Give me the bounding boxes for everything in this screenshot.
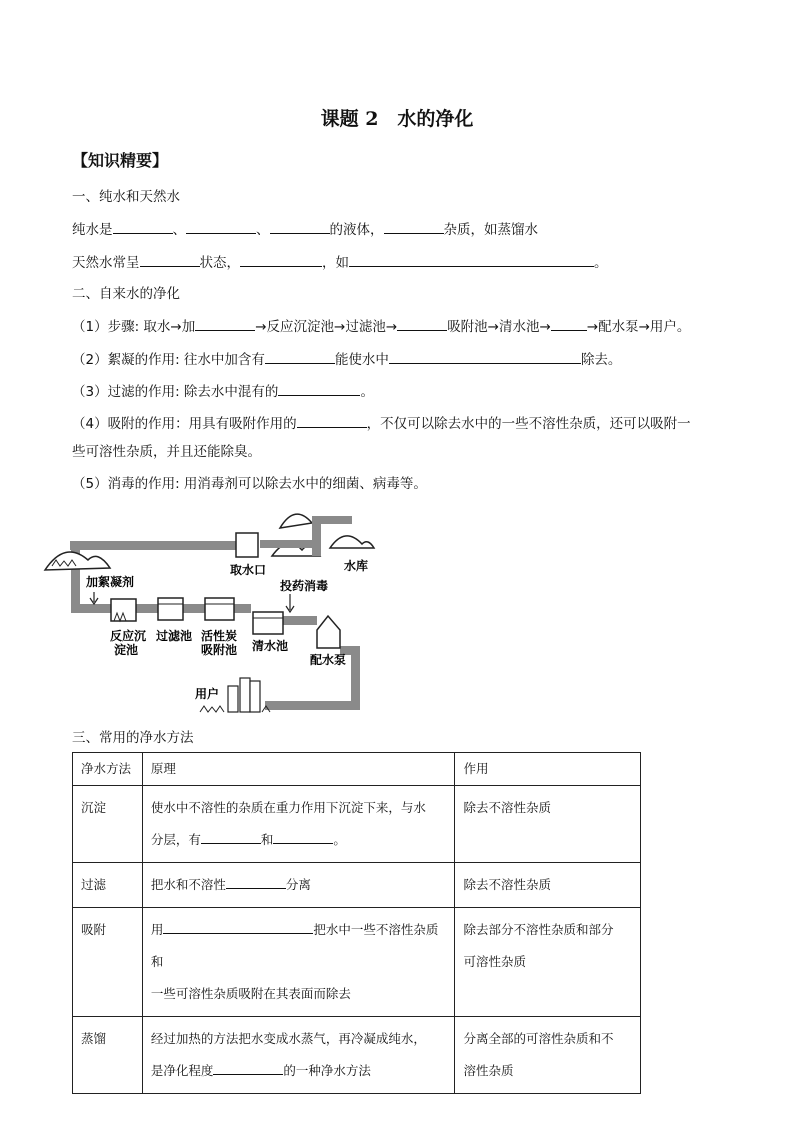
table-header-row bbox=[73, 753, 641, 786]
blank bbox=[397, 316, 447, 331]
pipe-segment bbox=[70, 541, 238, 550]
blank bbox=[349, 252, 594, 267]
principle-cell: 经过加热的方法把水变成水蒸气，再冷凝成纯水， 是净化程度 的一种净水方法 bbox=[142, 1017, 455, 1094]
label-reservoir: 水库 bbox=[344, 559, 369, 573]
blank bbox=[297, 413, 367, 428]
blank bbox=[201, 829, 261, 844]
part2-heading: 二、自来水的净化 bbox=[72, 286, 180, 302]
blank bbox=[384, 219, 444, 234]
principle-cell: 用 把水中一些不溶性杂质和 一些可溶性杂质吸附在其表面而除去 bbox=[142, 908, 455, 1017]
method-cell: 过滤 bbox=[73, 863, 143, 908]
label-intake: 取水口 bbox=[230, 563, 267, 577]
pipe-segment bbox=[136, 604, 158, 613]
clear-tank bbox=[253, 612, 283, 634]
principle-cell: 使水中不溶性的杂质在重力作用下沉淀下来，与水 分层，有 和 。 bbox=[142, 786, 455, 863]
pipe-segment bbox=[234, 604, 251, 613]
section-header: 【知识精要】 bbox=[72, 151, 169, 170]
label-pump: 配水泵 bbox=[310, 653, 347, 667]
part1-heading: 一、纯水和天然水 bbox=[72, 189, 180, 205]
header-cell: 作用 bbox=[455, 753, 641, 786]
table-row bbox=[73, 863, 641, 908]
label-carbon: 活性炭 bbox=[201, 629, 238, 643]
pump-house bbox=[317, 616, 340, 648]
effect-cell: 分离全部的可溶性杂质和不 溶性杂质 bbox=[455, 1017, 641, 1094]
pipe-segment bbox=[351, 646, 360, 710]
pipe-segment bbox=[260, 540, 312, 548]
page-title: 课题 2 水的净化 bbox=[320, 108, 474, 130]
blank bbox=[551, 316, 587, 331]
effect-cell: 除去不溶性杂质 bbox=[455, 786, 641, 863]
table-row bbox=[73, 1017, 641, 1094]
pure-water-line: 纯水是 、 、 的液体， 杂质，如蒸馏水 bbox=[72, 219, 538, 240]
blank bbox=[163, 919, 313, 934]
effect-cell: 除去部分不溶性杂质和部分 可溶性杂质 bbox=[455, 908, 641, 1017]
building-icon bbox=[228, 686, 238, 712]
building-icon bbox=[240, 678, 250, 712]
step3-line: （3）过滤的作用: 除去水中混有的 。 bbox=[72, 381, 374, 402]
blank bbox=[195, 316, 255, 331]
arrow-icon bbox=[286, 594, 294, 612]
blank bbox=[140, 252, 200, 267]
pipe-segment bbox=[71, 604, 111, 613]
blank bbox=[265, 349, 335, 364]
principle-cell: 把水和不溶性 分离 bbox=[142, 863, 455, 908]
hill-icon bbox=[280, 514, 312, 528]
label-users: 用户 bbox=[195, 687, 220, 701]
water-treatment-diagram bbox=[40, 498, 380, 723]
method-cell: 吸附 bbox=[73, 908, 143, 1017]
part3-heading: 三、常用的净水方法 bbox=[72, 730, 194, 746]
blank bbox=[226, 874, 286, 889]
pipe-segment bbox=[183, 604, 205, 613]
step4-cont-line: 些可溶性杂质，并且还能除臭。 bbox=[72, 444, 261, 460]
intake-box bbox=[236, 533, 258, 557]
header-cell: 原理 bbox=[142, 753, 455, 786]
label-carbon-2: 吸附池 bbox=[201, 643, 238, 657]
label-settle-2: 淀池 bbox=[114, 643, 139, 657]
arrow-icon bbox=[90, 592, 98, 604]
carbon-tank bbox=[205, 598, 234, 620]
method-cell: 沉淀 bbox=[73, 786, 143, 863]
label-disinfect: 投药消毒 bbox=[280, 579, 329, 593]
methods-table bbox=[72, 752, 641, 1094]
filter-tank bbox=[158, 598, 183, 620]
pipe-segment bbox=[283, 616, 317, 625]
blank bbox=[240, 252, 322, 267]
label-clear: 清水池 bbox=[252, 639, 289, 653]
method-cell: 蒸馏 bbox=[73, 1017, 143, 1094]
step4-line: （4）吸附的作用：用具有吸附作用的 ，不仅可以除去水中的一些不溶性杂质，还可以吸附一 bbox=[72, 413, 691, 434]
step5-line: （5）消毒的作用: 用消毒剂可以除去水中的细菌、病毒等。 bbox=[72, 476, 427, 492]
pipe-segment bbox=[312, 516, 352, 524]
blank bbox=[278, 381, 360, 396]
effect-cell: 除去不溶性杂质 bbox=[455, 863, 641, 908]
pipe-segment bbox=[265, 701, 360, 710]
blank bbox=[213, 1060, 283, 1075]
label-coagulant: 加絮凝剂 bbox=[86, 575, 135, 589]
building-icon bbox=[250, 681, 260, 712]
blank bbox=[270, 219, 330, 234]
blank bbox=[273, 829, 333, 844]
label-settle: 反应沉 bbox=[110, 629, 147, 643]
blank bbox=[389, 349, 581, 364]
blank bbox=[186, 219, 256, 234]
table-row bbox=[73, 908, 641, 1017]
blank bbox=[113, 219, 173, 234]
step1-line: （1）步骤: 取水→加 →反应沉淀池→过滤池→ 吸附池→清水池→ →配水泵→用户。 bbox=[72, 316, 690, 337]
step2-line: （2）絮凝的作用: 往水中加含有 能使水中 除去。 bbox=[72, 349, 621, 370]
natural-water-line: 天然水常呈 状态， ，如 。 bbox=[72, 252, 608, 273]
table-row bbox=[73, 786, 641, 863]
hill-icon bbox=[330, 536, 374, 548]
label-filter: 过滤池 bbox=[156, 629, 193, 643]
header-cell: 净水方法 bbox=[73, 753, 143, 786]
